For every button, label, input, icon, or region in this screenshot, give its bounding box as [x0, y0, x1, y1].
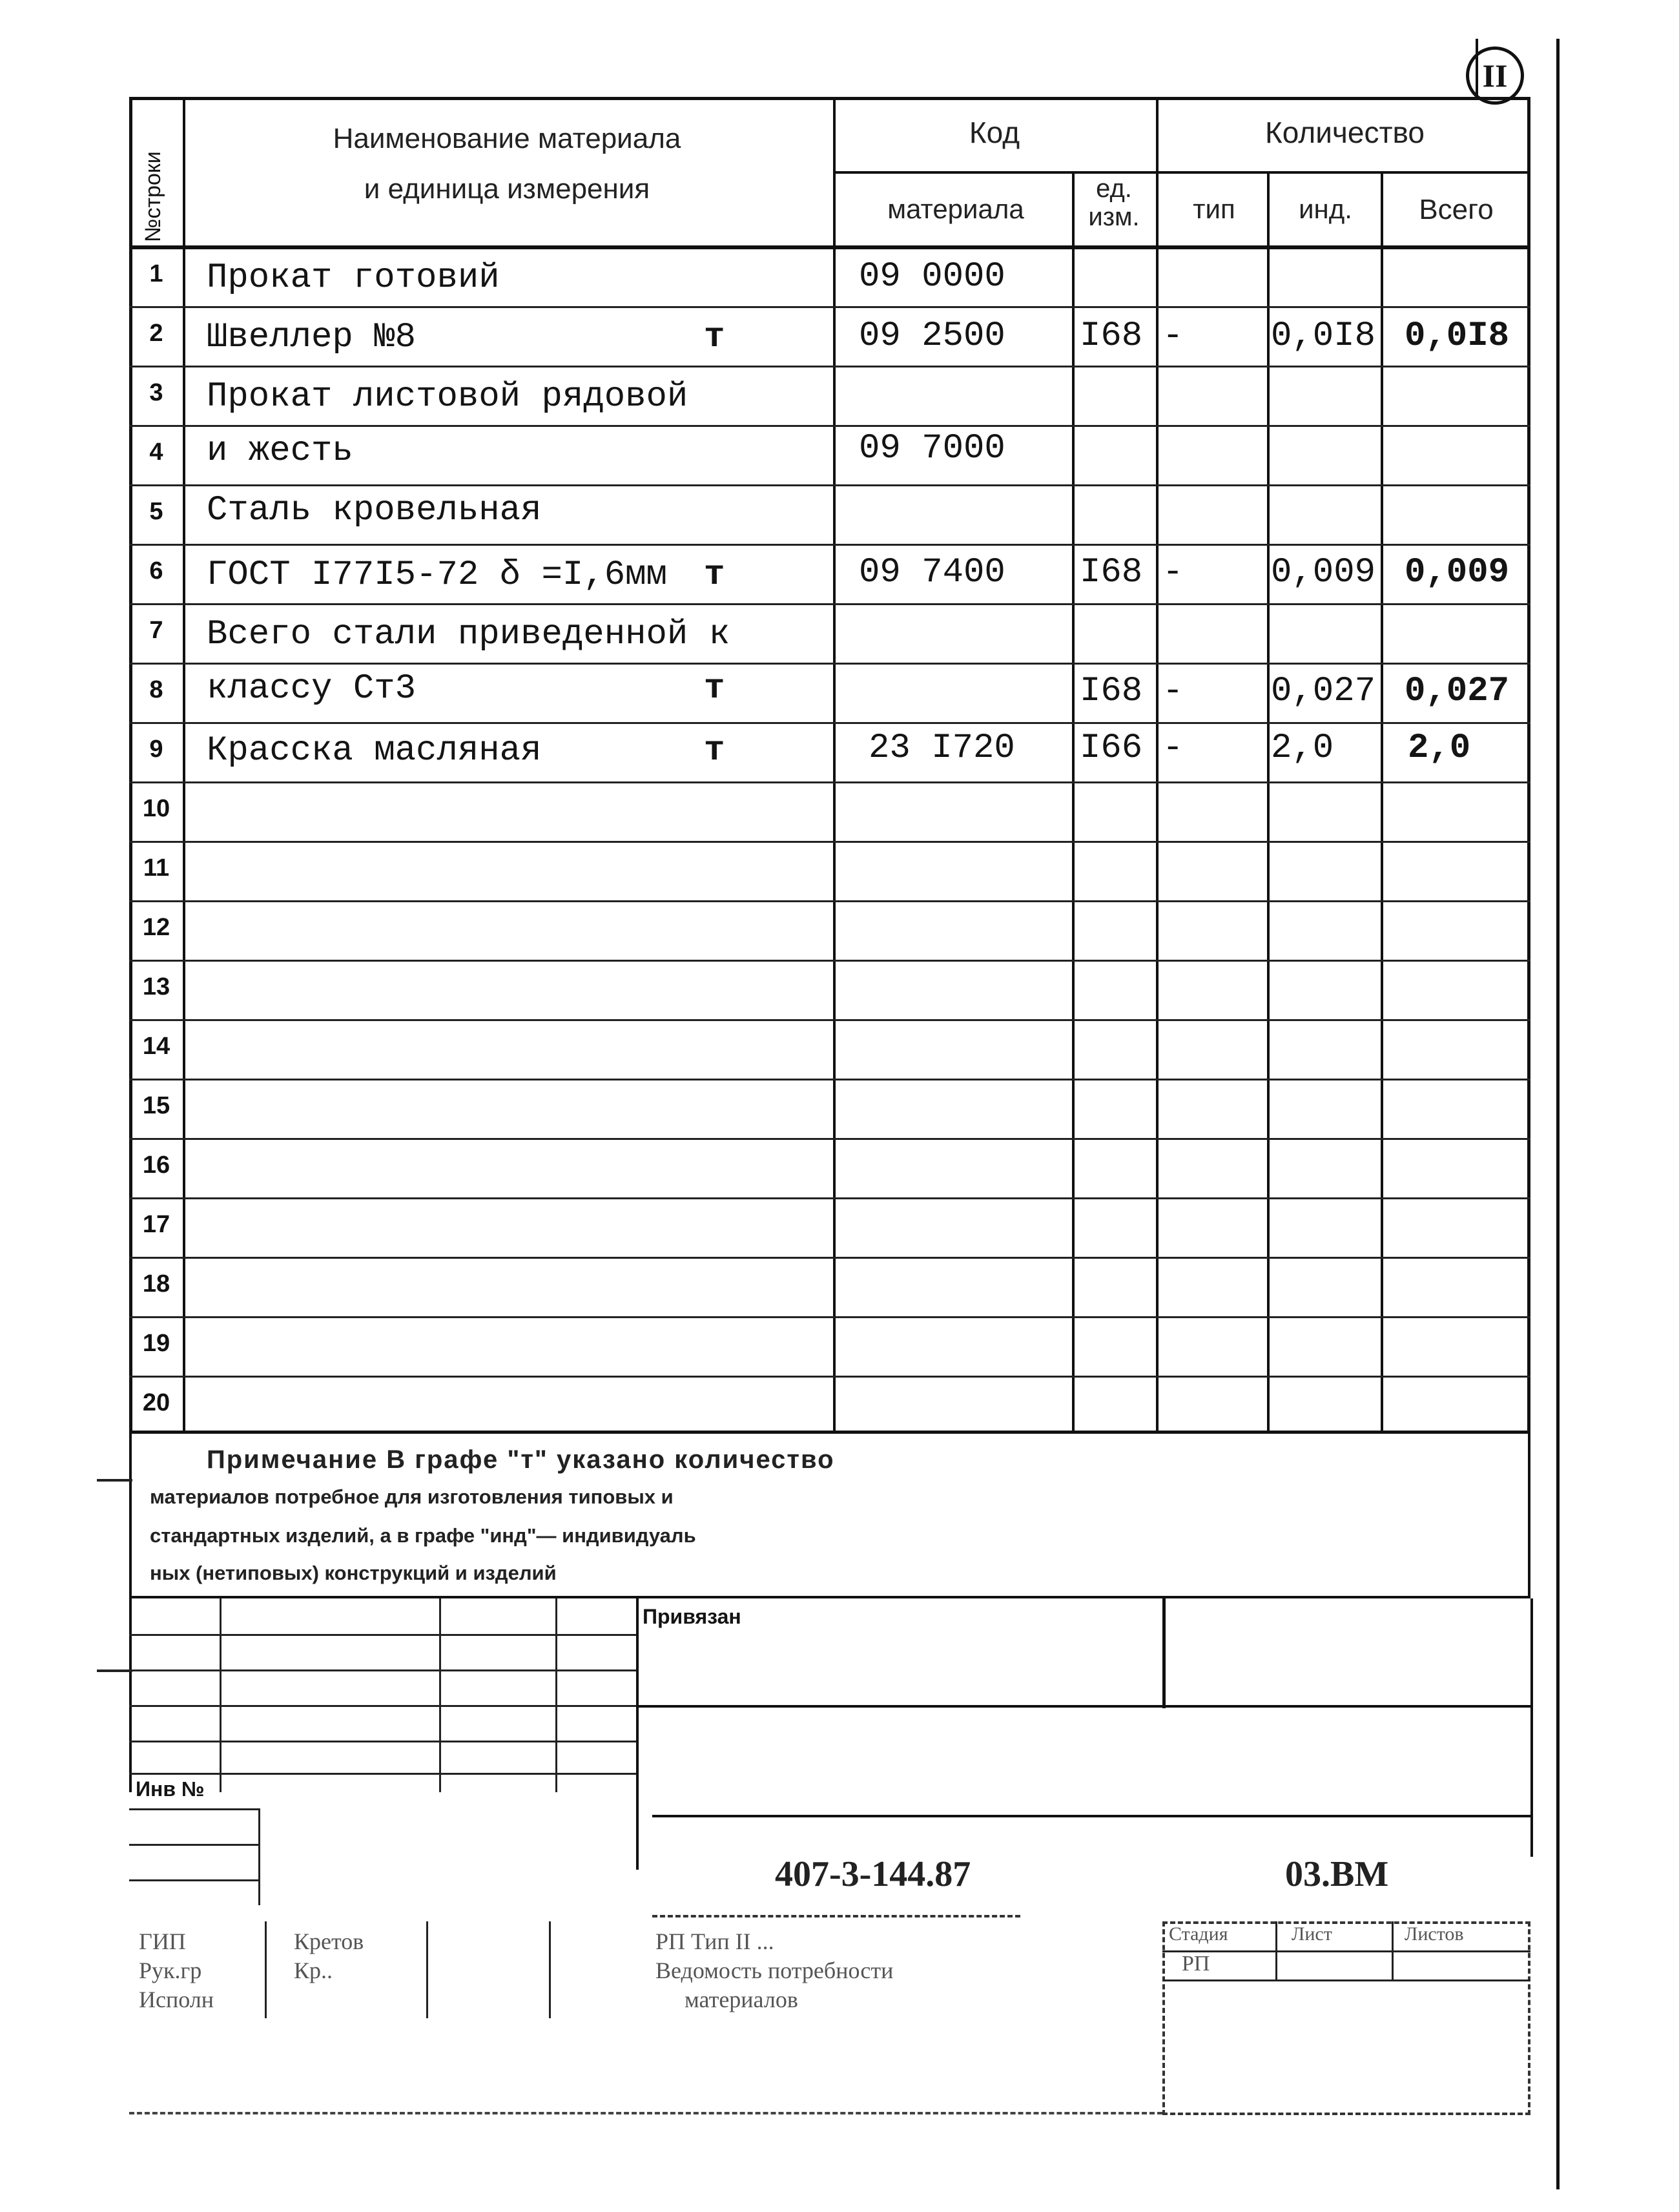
- row-line: [129, 603, 1530, 605]
- material-code: 23 I720: [869, 729, 1015, 768]
- tb-row: [129, 1669, 636, 1671]
- header-name-line2: и единица измерения: [364, 173, 650, 205]
- material-code: 09 7000: [859, 429, 1005, 468]
- row-number: 20: [142, 1389, 170, 1416]
- stage-label: Стадия: [1169, 1923, 1228, 1945]
- role-gip: ГИП: [139, 1928, 186, 1954]
- header-code-material: материала: [887, 194, 1024, 224]
- header-quantity: Количество: [1264, 116, 1425, 149]
- tb-divider: [636, 1598, 639, 1870]
- row-number: 15: [142, 1092, 170, 1119]
- tb-col: [555, 1598, 557, 1792]
- qty-type: -: [1162, 316, 1184, 356]
- sheet-number: II: [1482, 57, 1508, 94]
- header-row-number: №строки: [141, 151, 165, 242]
- material-unit: т: [704, 669, 725, 708]
- sheet-label: Лист: [1292, 1923, 1332, 1945]
- header-bottom-line: [129, 245, 1530, 249]
- qty-ind: 0,009: [1271, 553, 1376, 592]
- material-name: Швеллер №8: [207, 318, 417, 357]
- row-line: [129, 960, 1530, 962]
- row-line: [129, 1316, 1530, 1318]
- row-number: 11: [143, 854, 170, 882]
- row-line: [129, 366, 1530, 367]
- row-number: 18: [142, 1270, 170, 1297]
- row-number: 9: [149, 736, 163, 763]
- name-2: Кр..: [294, 1958, 333, 1983]
- qty-total: 2,0: [1408, 729, 1471, 768]
- row-line: [129, 544, 1530, 546]
- tb-row: [129, 1808, 258, 1810]
- row-number: 7: [149, 617, 163, 644]
- tb-code-top: [652, 1815, 1530, 1817]
- sheets-label: Листов: [1405, 1923, 1464, 1945]
- qty-total: 0,009: [1405, 553, 1510, 592]
- row-number: 19: [142, 1330, 170, 1357]
- sheet-number-badge: [1466, 47, 1524, 105]
- qty-ind: 2,0: [1271, 729, 1334, 768]
- note-line-3: стандартных изделий, а в графе "инд"— индивидуаль: [150, 1524, 696, 1547]
- row-line: [129, 722, 1530, 724]
- role-ruk: Рук.гр: [139, 1958, 202, 1983]
- unit-code: I66: [1080, 729, 1143, 768]
- margin-mark: [97, 1669, 132, 1672]
- right-margin-line: [1556, 39, 1560, 2189]
- header-qty-type: тип: [1193, 194, 1235, 224]
- tb-bound-divider: [1162, 1598, 1166, 1708]
- tb-bound-bottom: [636, 1705, 1530, 1708]
- row-line: [129, 841, 1530, 843]
- col-line-name: [833, 97, 836, 1434]
- qty-ind: 0,0I8: [1271, 316, 1376, 356]
- material-name: классу Ст3: [207, 669, 417, 708]
- dash-line: [652, 1915, 1020, 1917]
- tb-row: [129, 1773, 636, 1775]
- material-name: Красска масляная: [207, 731, 542, 770]
- note-line-4: ных (нетиповых) конструкций и изделий: [150, 1562, 557, 1584]
- tb-left-edge: [129, 1598, 132, 1792]
- bound-label: Привязан: [643, 1605, 741, 1628]
- sheet-code: 03.ВМ: [1285, 1854, 1389, 1894]
- description-line-2: Ведомость потребности: [655, 1958, 894, 1983]
- material-name: и жесть: [207, 431, 353, 471]
- material-code: 09 7400: [859, 553, 1005, 592]
- row-line: [129, 1197, 1530, 1199]
- row-number: 5: [149, 498, 163, 525]
- header-qty-ind: инд.: [1299, 194, 1352, 224]
- row-number: 4: [149, 439, 163, 466]
- stage-value: РП: [1182, 1952, 1210, 1976]
- header-qty-total: Всего: [1419, 194, 1494, 225]
- row-number: 12: [142, 914, 170, 941]
- material-code: 09 0000: [859, 257, 1005, 296]
- unit-code: I68: [1080, 316, 1143, 356]
- col-line-code: [1072, 171, 1075, 1434]
- row-line: [129, 1019, 1530, 1021]
- document-code: 407-3-144.87: [775, 1854, 971, 1894]
- qty-type: -: [1162, 672, 1184, 711]
- tb-row: [129, 1634, 636, 1636]
- row-number: 8: [149, 676, 163, 703]
- tb-row: [129, 1741, 636, 1742]
- inv-number-label: Инв №: [136, 1777, 205, 1801]
- tb-col: [439, 1598, 441, 1792]
- tb-row: [129, 1705, 636, 1707]
- header-subdivider: [833, 171, 1530, 174]
- tb-row: [129, 1844, 258, 1846]
- col-line-unit: [1156, 97, 1159, 1434]
- row-line: [129, 425, 1530, 427]
- stage-row: [1162, 1979, 1530, 1981]
- note-line-1: Примечание В графе "т" указано количество: [207, 1445, 835, 1474]
- col-line-rownum: [183, 97, 185, 1434]
- col-line-ind: [1381, 171, 1383, 1434]
- row-number: 16: [142, 1152, 170, 1179]
- row-line: [129, 1138, 1530, 1140]
- row-line: [129, 900, 1530, 902]
- bottom-dash: [129, 2112, 1162, 2114]
- margin-mark: [97, 1479, 132, 1482]
- qty-type: -: [1162, 729, 1184, 768]
- role-isp: Исполн: [139, 1987, 214, 2012]
- qty-total: 0,0I8: [1405, 316, 1510, 356]
- sheet-badge-line: [1476, 39, 1478, 100]
- material-unit: т: [704, 731, 725, 770]
- unit-code: I68: [1080, 672, 1143, 711]
- material-name: Прокат готовий: [207, 258, 500, 298]
- row-number: 14: [142, 1033, 170, 1060]
- material-name: Сталь кровельная: [207, 491, 542, 530]
- row-line: [129, 1079, 1530, 1080]
- material-unit: т: [704, 555, 725, 595]
- row-line: [129, 306, 1530, 308]
- row-number: 6: [149, 557, 163, 584]
- material-name: Прокат листовой рядовой: [207, 377, 688, 417]
- row-number: 13: [142, 973, 170, 1000]
- tb-col: [426, 1921, 428, 2018]
- header-name-line1: Наименование материала: [333, 123, 681, 154]
- tb-col: [220, 1598, 221, 1792]
- material-code: 09 2500: [859, 316, 1005, 356]
- stage-row: [1162, 1950, 1530, 1952]
- qty-type: -: [1162, 553, 1184, 592]
- tb-col: [265, 1921, 267, 2018]
- description-line-3: материалов: [685, 1987, 798, 2012]
- row-line: [129, 1376, 1530, 1378]
- qty-ind: 0,027: [1271, 672, 1376, 711]
- description-line-1: РП Тип II ...: [655, 1928, 774, 1954]
- tb-row: [129, 1879, 258, 1881]
- row-line: [129, 484, 1530, 486]
- row-number: 2: [149, 320, 163, 347]
- row-number: 10: [142, 795, 170, 822]
- header-code: Код: [969, 116, 1020, 149]
- row-line: [129, 1257, 1530, 1259]
- tb-col: [549, 1921, 551, 2018]
- material-unit: т: [704, 318, 725, 357]
- tb-right-edge: [1530, 1598, 1533, 1857]
- material-name: Всего стали приведенной к: [207, 615, 730, 654]
- row-number: 17: [142, 1211, 170, 1238]
- header-code-unit: ед. изм.: [1088, 174, 1140, 231]
- col-line-type: [1267, 171, 1270, 1434]
- row-number: 1: [149, 260, 163, 287]
- row-number: 3: [149, 379, 163, 406]
- qty-total: 0,027: [1405, 672, 1510, 711]
- row-line: [129, 781, 1530, 783]
- material-name: ГОСТ I77I5-72 δ =I,6мм: [207, 555, 667, 595]
- tb-col: [258, 1808, 260, 1905]
- note-line-2: материалов потребное для изготовления типовых и: [150, 1485, 674, 1508]
- name-1: Кретов: [294, 1928, 364, 1954]
- unit-code: I68: [1080, 553, 1143, 592]
- row-line: [129, 663, 1530, 665]
